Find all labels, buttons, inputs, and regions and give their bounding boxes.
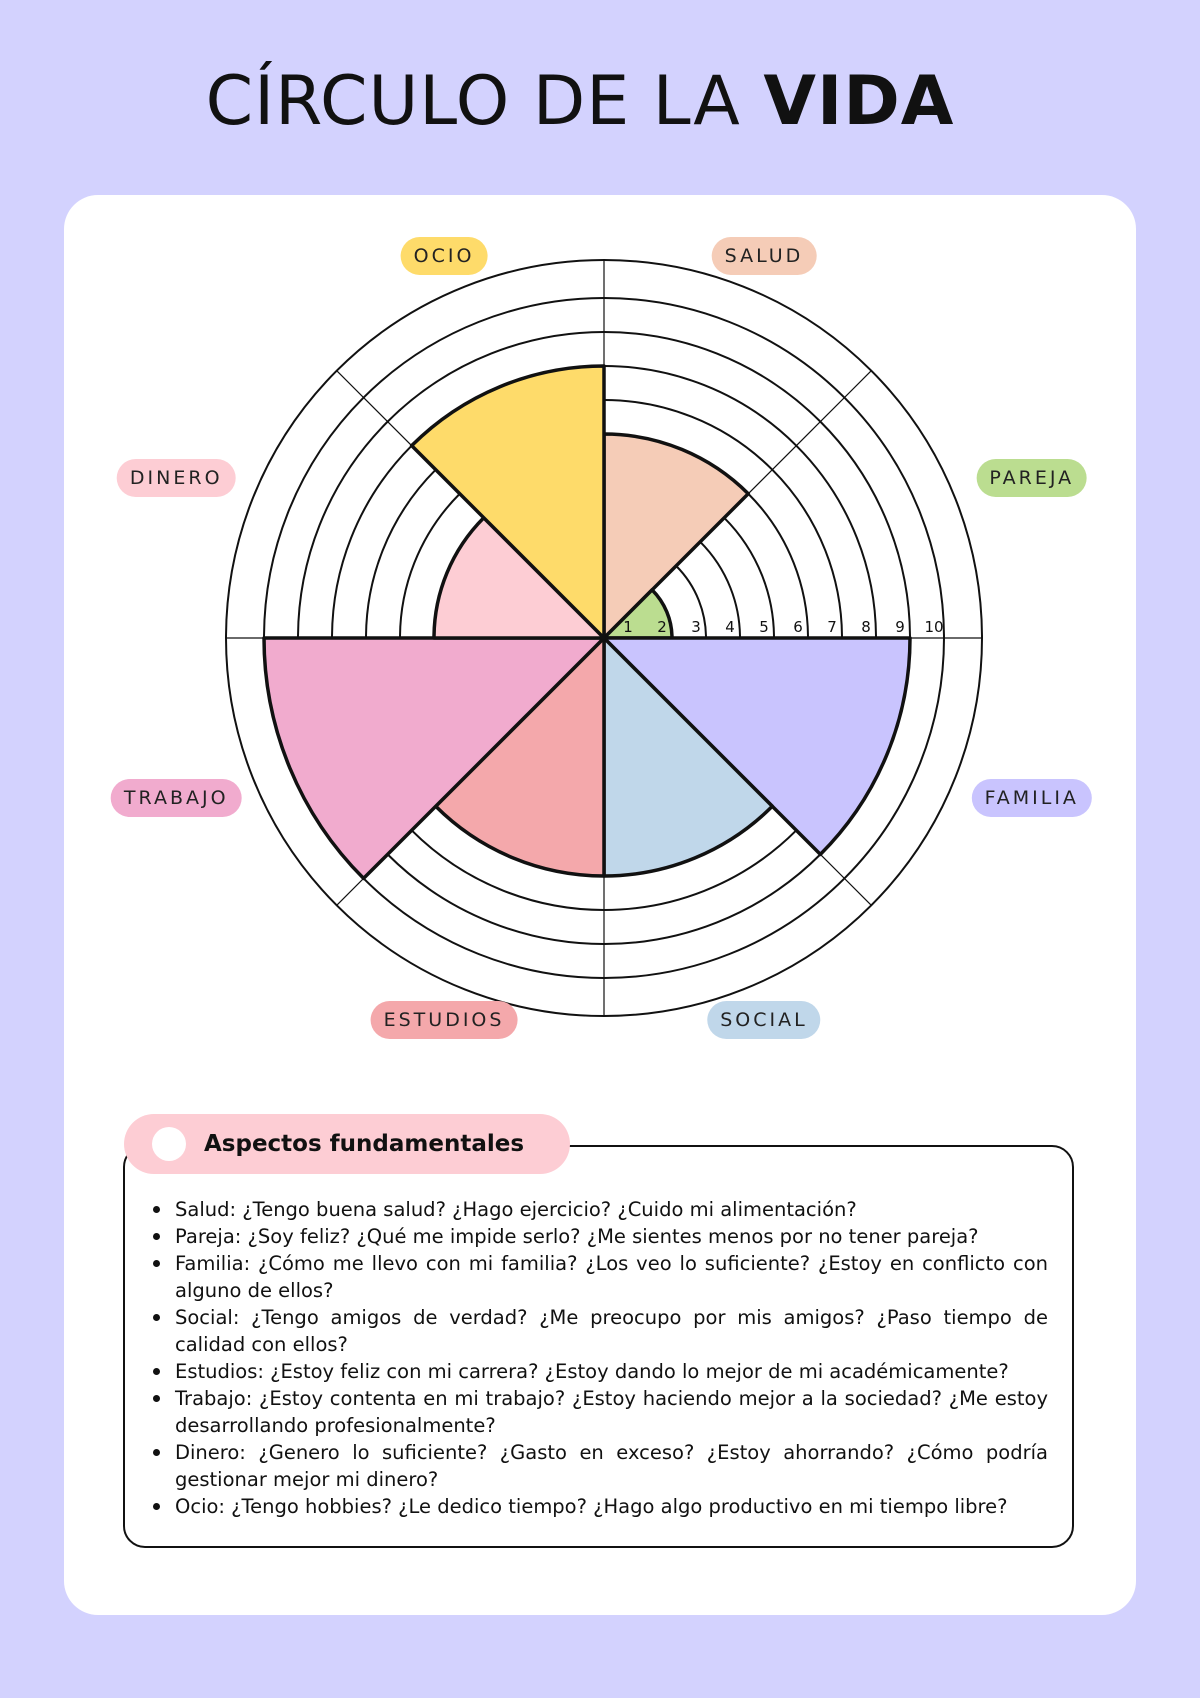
tick-label: 7 <box>827 618 837 636</box>
list-item: Familia: ¿Cómo me llevo con mi familia? ¿Los veo lo suficiente? ¿Estoy en conflicto con alguno de ellos? <box>175 1252 1048 1302</box>
list-item: Ocio: ¿Tengo hobbies? ¿Le dedico tiempo? ¿Hago algo productivo en mi tiempo libre? <box>175 1493 1048 1520</box>
category-label-trabajo: TRABAJO <box>111 779 242 817</box>
tick-label: 3 <box>691 618 701 636</box>
list-item: Dinero: ¿Genero lo suficiente? ¿Gasto en exceso? ¿Estoy ahorrando? ¿Cómo podría gestionar mejor mi dinero? <box>175 1441 1048 1491</box>
category-label-social: SOCIAL <box>707 1001 820 1039</box>
tick-label: 2 <box>657 618 667 636</box>
list-item: Salud: ¿Tengo buena salud? ¿Hago ejercicio? ¿Cuido mi alimentación? <box>175 1196 1048 1223</box>
list-item: Pareja: ¿Soy feliz? ¿Qué me impide serlo? ¿Me sientes menos por no tener pareja? <box>175 1223 1048 1250</box>
list-item: Trabajo: ¿Estoy contenta en mi trabajo? ¿Estoy haciendo mejor a la sociedad? ¿Me estoy desarrollando profesionalmente? <box>175 1387 1048 1437</box>
title-light: CÍRCULO DE LA <box>205 62 741 141</box>
category-label-familia: FAMILIA <box>972 779 1092 817</box>
tick-label: 9 <box>895 618 905 636</box>
title-bold: VIDA <box>763 62 955 141</box>
category-label-dinero: DINERO <box>117 459 236 497</box>
panel-title: Aspectos fundamentales <box>204 1131 525 1157</box>
category-label-pareja: PAREJA <box>976 459 1087 497</box>
tick-label: 8 <box>861 618 871 636</box>
tick-label: 6 <box>793 618 803 636</box>
aspects-panel-tab <box>124 1114 570 1174</box>
tick-label: 5 <box>759 618 769 636</box>
tick-label: 10 <box>924 618 944 636</box>
list-item: Social: ¿Tengo amigos de verdad? ¿Me preocupo por mis amigos? ¿Paso tiempo de calidad con ellos? <box>175 1306 1048 1356</box>
category-label-estudios: ESTUDIOS <box>371 1001 518 1039</box>
category-label-salud: SALUD <box>712 237 817 275</box>
wedge-salud <box>604 434 748 638</box>
category-label-ocio: OCIO <box>401 237 488 275</box>
list-item: Estudios: ¿Estoy feliz con mi carrera? ¿Estoy dando lo mejor de mi académicamente? <box>175 1358 1048 1385</box>
tick-label: 4 <box>725 618 735 636</box>
aspects-list <box>175 1196 1048 1520</box>
panel-dot-icon <box>152 1127 186 1161</box>
tick-label: 1 <box>623 618 633 636</box>
